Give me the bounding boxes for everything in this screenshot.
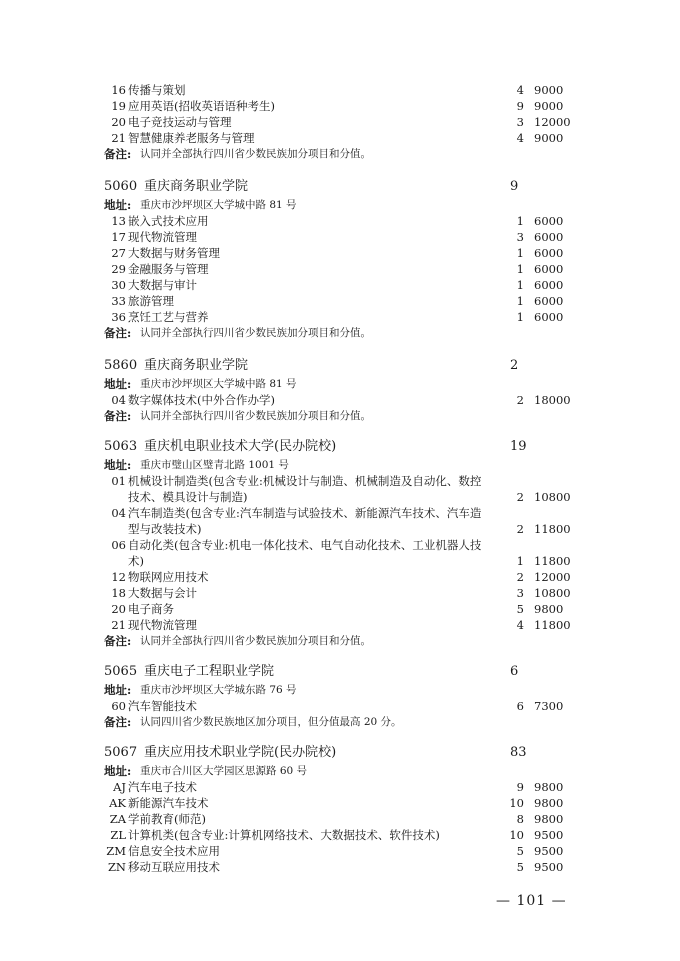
program-count: 4: [516, 83, 524, 97]
program-fee: 11800: [534, 618, 571, 632]
program-row: [104, 245, 580, 261]
program-count: 3: [516, 115, 524, 129]
program-row: [104, 827, 580, 843]
program-count: 1: [516, 554, 524, 568]
school-header: [104, 663, 580, 681]
program-count: 1: [516, 246, 524, 260]
address-row: [104, 682, 580, 698]
program-row: [104, 392, 580, 408]
note-text: 认同并全部执行四川省少数民族加分项目和分值。: [140, 635, 371, 647]
program-name: 移动互联应用技术: [128, 860, 220, 874]
program-fee: 6000: [534, 278, 564, 292]
note-text: 认同并全部执行四川省少数民族加分项目和分值。: [140, 410, 371, 422]
program-code: 33: [111, 294, 126, 308]
program-name: 大数据与财务管理: [128, 246, 220, 260]
program-fee: 9500: [534, 860, 564, 874]
program-name: 数字媒体技术(中外合作办学): [128, 393, 275, 407]
program-row: [104, 293, 580, 309]
address-label: 地址:: [104, 198, 132, 212]
school-code: 5065: [104, 664, 138, 679]
program-row: [104, 779, 580, 795]
program-fee: 11800: [534, 554, 571, 568]
school-code: 5060: [104, 179, 138, 194]
program-name: 电子竞技运动与管理: [128, 115, 232, 129]
address-label: 地址:: [104, 377, 132, 391]
program-name: 机械设计制造类(包含专业:机械设计与制造、机械制造及自动化、数控: [128, 474, 482, 488]
program-name: 金融服务与管理: [128, 262, 209, 276]
address-row: [104, 763, 580, 779]
program-code: ZN: [107, 860, 126, 874]
program-row: [104, 698, 580, 714]
address-row: [104, 197, 580, 213]
school-total: 83: [510, 745, 527, 760]
program-count: 2: [516, 522, 524, 536]
program-code: ZM: [106, 844, 126, 858]
note-text: 认同四川省少数民族地区加分项目，但分值最高 20 分。: [140, 716, 402, 728]
program-count: 2: [516, 570, 524, 584]
program-code: 06: [111, 538, 126, 552]
program-fee: 10800: [534, 586, 571, 600]
school-header: [104, 357, 580, 375]
note-row: [104, 408, 580, 424]
program-name: 大数据与会计: [128, 586, 197, 600]
program-name: 旅游管理: [128, 294, 174, 308]
program-code: 16: [111, 83, 126, 97]
note-row: [104, 146, 580, 162]
program-code: 30: [111, 278, 126, 292]
program-row: [104, 617, 580, 633]
address-label: 地址:: [104, 764, 132, 778]
program-row: [104, 261, 580, 277]
program-row: [104, 114, 580, 130]
program-row-continuation: [104, 553, 580, 569]
school-code: 5860: [104, 358, 138, 373]
note-row: [104, 714, 580, 730]
program-row: [104, 130, 580, 146]
address-text: 重庆市沙坪坝区大学城中路 81 号: [140, 199, 297, 211]
note-label: 备注:: [104, 147, 132, 161]
note-label: 备注:: [104, 326, 132, 340]
program-fee: 9000: [534, 99, 564, 113]
program-count: 4: [516, 131, 524, 145]
program-fee: 12000: [534, 570, 571, 584]
program-name: 汽车电子技术: [128, 780, 197, 794]
program-count: 5: [516, 602, 524, 616]
program-fee: 10800: [534, 490, 571, 504]
program-count: 2: [516, 393, 524, 407]
program-row: [104, 505, 580, 521]
program-fee: 9500: [534, 828, 564, 842]
school-total: 6: [510, 664, 519, 679]
program-count: 1: [516, 278, 524, 292]
school-header: [104, 438, 580, 456]
program-code: 01: [111, 474, 126, 488]
program-name: 大数据与审计: [128, 278, 197, 292]
program-code: 20: [111, 115, 126, 129]
school-total: 2: [510, 358, 519, 373]
address-label: 地址:: [104, 683, 132, 697]
program-count: 1: [516, 214, 524, 228]
note-label: 备注:: [104, 634, 132, 648]
program-name-continued: 型与改装技术): [128, 522, 202, 536]
program-name: 传播与策划: [128, 83, 186, 97]
program-row: [104, 843, 580, 859]
program-name: 智慧健康养老服务与管理: [128, 131, 255, 145]
school-total: 19: [510, 439, 527, 454]
program-code: 27: [111, 246, 126, 260]
program-name: 电子商务: [128, 602, 174, 616]
program-fee: 6000: [534, 294, 564, 308]
program-fee: 6000: [534, 214, 564, 228]
school-header: [104, 744, 580, 762]
program-name: 计算机类(包含专业:计算机网络技术、大数据技术、软件技术): [128, 828, 440, 842]
program-code: 17: [111, 230, 126, 244]
program-count: 9: [516, 99, 524, 113]
program-count: 4: [516, 618, 524, 632]
program-count: 1: [516, 262, 524, 276]
program-fee: 9500: [534, 844, 564, 858]
program-name-continued: 术): [128, 554, 144, 568]
program-row: [104, 473, 580, 489]
program-row: [104, 811, 580, 827]
program-fee: 6000: [534, 262, 564, 276]
program-count: 5: [516, 844, 524, 858]
program-fee: 6000: [534, 310, 564, 324]
program-row: [104, 859, 580, 875]
address-text: 重庆市沙坪坝区大学城东路 76 号: [140, 684, 297, 696]
page-number: — 101 —: [496, 893, 567, 909]
program-row: [104, 277, 580, 293]
program-count: 5: [516, 860, 524, 874]
school-total: 9: [510, 179, 519, 194]
program-name: 现代物流管理: [128, 230, 197, 244]
school-header: [104, 178, 580, 196]
program-code: 19: [111, 99, 126, 113]
program-code: 20: [111, 602, 126, 616]
program-code: ZA: [109, 812, 126, 826]
program-name: 烹饪工艺与营养: [128, 310, 209, 324]
school-code: 5063: [104, 439, 138, 454]
program-fee: 6000: [534, 246, 564, 260]
program-name-continued: 技术、模具设计与制造): [128, 490, 248, 504]
program-code: 04: [111, 393, 126, 407]
program-code: AK: [109, 796, 126, 810]
program-code: 12: [111, 570, 126, 584]
program-code: 21: [111, 618, 126, 632]
program-count: 8: [516, 812, 524, 826]
address-text: 重庆市沙坪坝区大学城中路 81 号: [140, 378, 297, 390]
school-name: 重庆应用技术职业学院(民办院校): [144, 745, 337, 760]
program-row: [104, 795, 580, 811]
address-row: [104, 376, 580, 392]
program-fee: 9800: [534, 780, 564, 794]
program-fee: 18000: [534, 393, 571, 407]
program-row: [104, 82, 580, 98]
program-fee: 9800: [534, 602, 564, 616]
program-count: 2: [516, 490, 524, 504]
program-count: 6: [516, 699, 524, 713]
address-text: 重庆市合川区大学园区思源路 60 号: [140, 765, 308, 777]
program-row: [104, 309, 580, 325]
note-text: 认同并全部执行四川省少数民族加分项目和分值。: [140, 148, 371, 160]
program-code: AJ: [113, 780, 126, 794]
program-row: [104, 537, 580, 553]
program-row: [104, 229, 580, 245]
school-name: 重庆机电职业技术大学(民办院校): [144, 439, 337, 454]
program-count: 3: [516, 586, 524, 600]
note-label: 备注:: [104, 409, 132, 423]
program-row: [104, 569, 580, 585]
program-code: ZL: [110, 828, 126, 842]
program-code: 18: [111, 586, 126, 600]
program-name: 汽车智能技术: [128, 699, 197, 713]
program-count: 1: [516, 310, 524, 324]
program-row-continuation: [104, 489, 580, 505]
program-row-continuation: [104, 521, 580, 537]
school-code: 5067: [104, 745, 138, 760]
program-name: 物联网应用技术: [128, 570, 209, 584]
note-row: [104, 325, 580, 341]
program-name: 应用英语(招收英语语种考生): [128, 99, 275, 113]
program-code: 04: [111, 506, 126, 520]
program-code: 36: [111, 310, 126, 324]
address-text: 重庆市璧山区璧青北路 1001 号: [140, 459, 289, 471]
program-fee: 9800: [534, 812, 564, 826]
program-row: [104, 213, 580, 229]
program-fee: 9000: [534, 83, 564, 97]
program-fee: 9000: [534, 131, 564, 145]
address-row: [104, 457, 580, 473]
program-row: [104, 601, 580, 617]
program-count: 1: [516, 294, 524, 308]
program-name: 嵌入式技术应用: [128, 214, 209, 228]
program-count: 10: [509, 796, 524, 810]
program-row: [104, 98, 580, 114]
school-name: 重庆电子工程职业学院: [144, 664, 275, 679]
program-code: 60: [111, 699, 126, 713]
program-code: 13: [111, 214, 126, 228]
program-count: 9: [516, 780, 524, 794]
program-fee: 9800: [534, 796, 564, 810]
program-name: 新能源汽车技术: [128, 796, 209, 810]
program-name: 现代物流管理: [128, 618, 197, 632]
program-fee: 7300: [534, 699, 564, 713]
program-code: 21: [111, 131, 126, 145]
school-name: 重庆商务职业学院: [144, 179, 249, 194]
program-name: 信息安全技术应用: [128, 844, 220, 858]
program-count: 3: [516, 230, 524, 244]
program-fee: 12000: [534, 115, 571, 129]
program-name: 自动化类(包含专业:机电一体化技术、电气自动化技术、工业机器人技: [128, 538, 482, 552]
program-fee: 6000: [534, 230, 564, 244]
program-name: 学前教育(师范): [128, 812, 206, 826]
address-label: 地址:: [104, 458, 132, 472]
school-name: 重庆商务职业学院: [144, 358, 249, 373]
note-row: [104, 633, 580, 649]
program-fee: 11800: [534, 522, 571, 536]
program-code: 29: [111, 262, 126, 276]
program-row: [104, 585, 580, 601]
program-count: 10: [509, 828, 524, 842]
note-text: 认同并全部执行四川省少数民族加分项目和分值。: [140, 327, 371, 339]
note-label: 备注:: [104, 715, 132, 729]
program-name: 汽车制造类(包含专业:汽车制造与试验技术、新能源汽车技术、汽车造: [128, 506, 482, 520]
